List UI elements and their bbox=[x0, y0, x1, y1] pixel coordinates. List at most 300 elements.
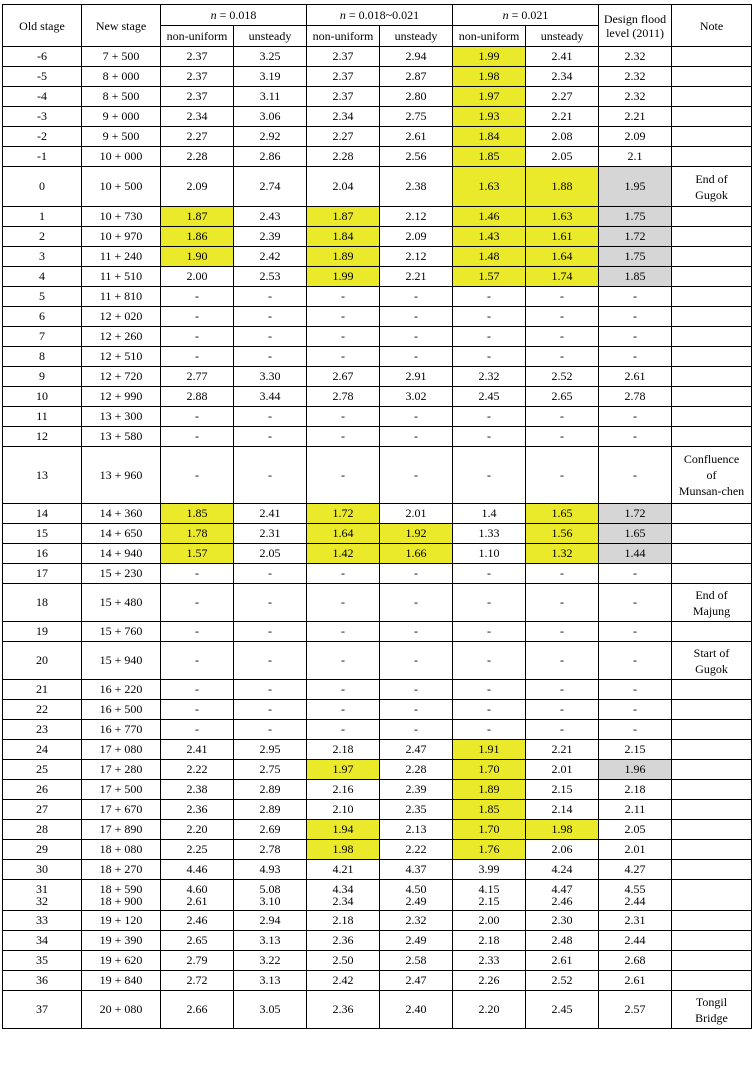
table-row bbox=[3, 227, 752, 247]
value-cell bbox=[307, 880, 380, 911]
new-stage-cell: 15 + 480 bbox=[82, 584, 161, 622]
value-cell: - bbox=[380, 700, 453, 720]
old-stage-cell-line2: 32 bbox=[36, 894, 48, 908]
value-cell: 2.30 bbox=[526, 911, 599, 931]
value-cell: 3.25 bbox=[234, 47, 307, 67]
old-stage-cell: 35 bbox=[3, 951, 82, 971]
design-flood-cell: 2.18 bbox=[599, 780, 672, 800]
note-cell bbox=[672, 147, 752, 167]
table-row bbox=[3, 642, 752, 680]
value-cell: - bbox=[453, 622, 526, 642]
value-cell-line1: 4.47 bbox=[551, 882, 573, 896]
value-cell: 2.69 bbox=[234, 820, 307, 840]
value-cell: 2.05 bbox=[234, 544, 307, 564]
value-cell: 2.27 bbox=[161, 127, 234, 147]
new-stage-cell: 8 + 500 bbox=[82, 87, 161, 107]
design-flood-cell-line1: 4.55 bbox=[624, 882, 646, 896]
new-stage-cell-line2: 18 + 900 bbox=[99, 894, 143, 908]
value-cell: - bbox=[453, 564, 526, 584]
value-cell: 4.93 bbox=[234, 860, 307, 880]
design-flood-cell: 2.05 bbox=[599, 820, 672, 840]
value-cell: 3.30 bbox=[234, 367, 307, 387]
old-stage-cell-line1: 31 bbox=[36, 882, 48, 896]
n-symbol: n bbox=[210, 8, 217, 22]
design-flood-cell: 1.75 bbox=[599, 247, 672, 267]
value-cell: 2.41 bbox=[161, 740, 234, 760]
value-cell: - bbox=[234, 427, 307, 447]
value-cell bbox=[380, 880, 453, 911]
table-row bbox=[3, 367, 752, 387]
design-flood-cell: 2.15 bbox=[599, 740, 672, 760]
value-cell: 1.89 bbox=[453, 780, 526, 800]
value-cell: 3.13 bbox=[234, 971, 307, 991]
note-cell bbox=[672, 227, 752, 247]
value-cell: 2.52 bbox=[526, 367, 599, 387]
new-stage-cell: 16 + 770 bbox=[82, 720, 161, 740]
value-cell: 2.75 bbox=[380, 107, 453, 127]
value-cell: 3.05 bbox=[234, 991, 307, 1029]
value-cell: 2.89 bbox=[234, 780, 307, 800]
value-cell: 3.44 bbox=[234, 387, 307, 407]
value-cell: 1.85 bbox=[453, 147, 526, 167]
value-cell: 2.33 bbox=[453, 951, 526, 971]
value-cell: - bbox=[161, 347, 234, 367]
new-stage-cell: 12 + 990 bbox=[82, 387, 161, 407]
value-cell: 3.11 bbox=[234, 87, 307, 107]
value-cell: 3.02 bbox=[380, 387, 453, 407]
old-stage-cell: 37 bbox=[3, 991, 82, 1029]
value-cell-line1: 4.50 bbox=[405, 882, 427, 896]
new-stage-cell: 16 + 500 bbox=[82, 700, 161, 720]
value-cell: - bbox=[526, 564, 599, 584]
value-cell: - bbox=[526, 407, 599, 427]
old-stage-cell: 1 bbox=[3, 207, 82, 227]
old-stage-cell: 0 bbox=[3, 167, 82, 207]
old-stage-cell: -3 bbox=[3, 107, 82, 127]
value-cell bbox=[234, 880, 307, 911]
value-cell: - bbox=[161, 564, 234, 584]
header-sub-unsteady: unsteady bbox=[234, 26, 307, 47]
value-cell: 1.98 bbox=[453, 67, 526, 87]
value-cell: 2.04 bbox=[307, 167, 380, 207]
note-cell bbox=[672, 564, 752, 584]
value-cell: 1.94 bbox=[307, 820, 380, 840]
old-stage-cell: 34 bbox=[3, 931, 82, 951]
note-cell bbox=[672, 720, 752, 740]
new-stage-cell: 11 + 240 bbox=[82, 247, 161, 267]
table-row bbox=[3, 860, 752, 880]
value-cell: 1.63 bbox=[453, 167, 526, 207]
value-cell: 2.36 bbox=[307, 991, 380, 1029]
table-row bbox=[3, 760, 752, 780]
value-cell: - bbox=[234, 407, 307, 427]
value-cell: 2.10 bbox=[307, 800, 380, 820]
new-stage-cell: 14 + 650 bbox=[82, 524, 161, 544]
new-stage-cell: 19 + 120 bbox=[82, 911, 161, 931]
new-stage-cell: 11 + 810 bbox=[82, 287, 161, 307]
new-stage-cell: 14 + 360 bbox=[82, 504, 161, 524]
value-cell: - bbox=[380, 407, 453, 427]
value-cell: 2.72 bbox=[161, 971, 234, 991]
note-cell bbox=[672, 840, 752, 860]
new-stage-cell: 7 + 500 bbox=[82, 47, 161, 67]
value-cell: - bbox=[307, 287, 380, 307]
value-cell: 1.61 bbox=[526, 227, 599, 247]
value-cell: 2.35 bbox=[380, 800, 453, 820]
table-row bbox=[3, 307, 752, 327]
value-cell: 1.76 bbox=[453, 840, 526, 860]
value-cell: 4.21 bbox=[307, 860, 380, 880]
value-cell: - bbox=[380, 427, 453, 447]
note-line: of bbox=[706, 468, 717, 482]
value-cell: - bbox=[161, 447, 234, 504]
value-cell: 2.61 bbox=[380, 127, 453, 147]
value-cell: 2.88 bbox=[161, 387, 234, 407]
old-stage-cell: 2 bbox=[3, 227, 82, 247]
old-stage-cell: 26 bbox=[3, 780, 82, 800]
new-stage-cell: 8 + 000 bbox=[82, 67, 161, 87]
value-cell: - bbox=[161, 307, 234, 327]
design-flood-cell: - bbox=[599, 347, 672, 367]
value-cell: 1.84 bbox=[453, 127, 526, 147]
design-flood-cell: - bbox=[599, 307, 672, 327]
note-cell bbox=[672, 504, 752, 524]
header-row-top bbox=[3, 5, 752, 26]
note-cell bbox=[672, 680, 752, 700]
value-cell: 2.56 bbox=[380, 147, 453, 167]
value-cell: 2.37 bbox=[161, 67, 234, 87]
value-cell: 2.13 bbox=[380, 820, 453, 840]
value-cell: 2.74 bbox=[234, 167, 307, 207]
value-cell: 1.72 bbox=[307, 504, 380, 524]
value-cell: 2.34 bbox=[307, 107, 380, 127]
value-cell: 2.28 bbox=[307, 147, 380, 167]
design-flood-line1: Design flood bbox=[603, 11, 667, 26]
note-cell bbox=[672, 800, 752, 820]
value-cell: 1.56 bbox=[526, 524, 599, 544]
new-stage-cell: 14 + 940 bbox=[82, 544, 161, 564]
table-row bbox=[3, 911, 752, 931]
value-cell: - bbox=[161, 427, 234, 447]
value-cell: - bbox=[234, 287, 307, 307]
value-cell: 1.64 bbox=[526, 247, 599, 267]
value-cell: - bbox=[380, 327, 453, 347]
value-cell: 2.05 bbox=[526, 147, 599, 167]
group-label: = 0.018~0.021 bbox=[348, 8, 420, 22]
value-cell: 2.46 bbox=[161, 911, 234, 931]
value-cell-line2: 3.10 bbox=[259, 894, 281, 908]
table-row bbox=[3, 840, 752, 860]
value-cell: 2.34 bbox=[526, 67, 599, 87]
value-cell: 2.32 bbox=[453, 367, 526, 387]
design-flood-cell: 2.68 bbox=[599, 951, 672, 971]
design-flood-cell: - bbox=[599, 720, 672, 740]
new-stage-cell: 13 + 580 bbox=[82, 427, 161, 447]
value-cell: 3.13 bbox=[234, 931, 307, 951]
note-cell bbox=[672, 700, 752, 720]
table-row bbox=[3, 127, 752, 147]
note-cell bbox=[672, 327, 752, 347]
value-cell: 2.32 bbox=[380, 911, 453, 931]
value-cell: - bbox=[307, 447, 380, 504]
design-flood-cell: 2.11 bbox=[599, 800, 672, 820]
value-cell: 2.14 bbox=[526, 800, 599, 820]
value-cell: 2.45 bbox=[526, 991, 599, 1029]
value-cell: 1.86 bbox=[161, 227, 234, 247]
value-cell: - bbox=[234, 347, 307, 367]
note-cell bbox=[672, 524, 752, 544]
new-stage-cell: 10 + 970 bbox=[82, 227, 161, 247]
table-row bbox=[3, 740, 752, 760]
table-row bbox=[3, 167, 752, 207]
n-symbol: n bbox=[502, 8, 509, 22]
value-cell: 1.85 bbox=[453, 800, 526, 820]
old-stage-cell: 8 bbox=[3, 347, 82, 367]
old-stage-cell: 24 bbox=[3, 740, 82, 760]
value-cell: - bbox=[234, 622, 307, 642]
value-cell: 2.26 bbox=[453, 971, 526, 991]
design-flood-cell: 2.21 bbox=[599, 107, 672, 127]
value-cell: 1.33 bbox=[453, 524, 526, 544]
group-label: = 0.021 bbox=[511, 8, 549, 22]
design-flood-cell: - bbox=[599, 427, 672, 447]
new-stage-cell-line1: 18 + 590 bbox=[99, 882, 143, 896]
value-cell: 2.61 bbox=[526, 951, 599, 971]
old-stage-cell: 19 bbox=[3, 622, 82, 642]
new-stage-cell: 12 + 720 bbox=[82, 367, 161, 387]
value-cell bbox=[161, 880, 234, 911]
old-stage-cell: 11 bbox=[3, 407, 82, 427]
old-stage-cell: 28 bbox=[3, 820, 82, 840]
new-stage-cell: 10 + 000 bbox=[82, 147, 161, 167]
old-stage-cell bbox=[3, 880, 82, 911]
value-cell: 2.31 bbox=[234, 524, 307, 544]
value-cell: 1.46 bbox=[453, 207, 526, 227]
value-cell: 2.37 bbox=[307, 67, 380, 87]
value-cell: - bbox=[234, 700, 307, 720]
value-cell: 2.00 bbox=[161, 267, 234, 287]
value-cell: - bbox=[234, 584, 307, 622]
old-stage-cell: 30 bbox=[3, 860, 82, 880]
value-cell: 2.41 bbox=[234, 504, 307, 524]
table-row bbox=[3, 622, 752, 642]
old-stage-cell: 3 bbox=[3, 247, 82, 267]
new-stage-cell: 11 + 510 bbox=[82, 267, 161, 287]
value-cell: - bbox=[453, 427, 526, 447]
old-stage-cell: 4 bbox=[3, 267, 82, 287]
note-cell bbox=[672, 622, 752, 642]
value-cell: - bbox=[380, 720, 453, 740]
new-stage-cell: 12 + 260 bbox=[82, 327, 161, 347]
value-cell: - bbox=[161, 287, 234, 307]
table-row bbox=[3, 584, 752, 622]
design-flood-cell: - bbox=[599, 407, 672, 427]
header-sub-unsteady: unsteady bbox=[526, 26, 599, 47]
note-cell bbox=[672, 951, 752, 971]
old-stage-cell: 18 bbox=[3, 584, 82, 622]
old-stage-cell: 5 bbox=[3, 287, 82, 307]
value-cell: - bbox=[307, 622, 380, 642]
value-cell: - bbox=[380, 307, 453, 327]
value-cell: 2.20 bbox=[453, 991, 526, 1029]
value-cell: 1.74 bbox=[526, 267, 599, 287]
table-row bbox=[3, 267, 752, 287]
old-stage-cell: 20 bbox=[3, 642, 82, 680]
value-cell: 1.43 bbox=[453, 227, 526, 247]
value-cell: 1.32 bbox=[526, 544, 599, 564]
table-row bbox=[3, 680, 752, 700]
value-cell: - bbox=[526, 642, 599, 680]
header-old-stage: Old stage bbox=[3, 5, 82, 47]
note-cell bbox=[672, 87, 752, 107]
value-cell: - bbox=[453, 720, 526, 740]
value-cell: - bbox=[234, 642, 307, 680]
table-row bbox=[3, 951, 752, 971]
table-row bbox=[3, 820, 752, 840]
value-cell-line2: 2.49 bbox=[405, 894, 427, 908]
value-cell: 2.36 bbox=[307, 931, 380, 951]
value-cell: - bbox=[161, 407, 234, 427]
value-cell: - bbox=[234, 564, 307, 584]
table-row bbox=[3, 447, 752, 504]
header-group-n-range bbox=[307, 5, 453, 26]
value-cell: - bbox=[380, 622, 453, 642]
value-cell: 2.22 bbox=[380, 840, 453, 860]
note-cell bbox=[672, 347, 752, 367]
value-cell: 2.37 bbox=[161, 47, 234, 67]
old-stage-cell: -4 bbox=[3, 87, 82, 107]
value-cell: - bbox=[307, 680, 380, 700]
note-line: End of bbox=[695, 587, 728, 602]
value-cell: 1.57 bbox=[161, 544, 234, 564]
note-line: End of bbox=[695, 171, 728, 186]
design-flood-cell: - bbox=[599, 622, 672, 642]
value-cell bbox=[526, 880, 599, 911]
old-stage-cell: 15 bbox=[3, 524, 82, 544]
new-stage-cell: 18 + 270 bbox=[82, 860, 161, 880]
value-cell: 2.94 bbox=[234, 911, 307, 931]
header-sub-non-uniform: non-uniform bbox=[307, 26, 380, 47]
design-flood-cell: 1.85 bbox=[599, 267, 672, 287]
note-cell bbox=[672, 307, 752, 327]
water-level-table bbox=[2, 4, 752, 1029]
value-cell: 3.99 bbox=[453, 860, 526, 880]
value-cell: - bbox=[161, 584, 234, 622]
value-cell: 4.37 bbox=[380, 860, 453, 880]
value-cell: 2.28 bbox=[161, 147, 234, 167]
value-cell: 1.66 bbox=[380, 544, 453, 564]
value-cell: 2.22 bbox=[161, 760, 234, 780]
table-row bbox=[3, 427, 752, 447]
design-flood-cell: 2.31 bbox=[599, 911, 672, 931]
note-cell bbox=[672, 267, 752, 287]
design-flood-cell: 1.72 bbox=[599, 504, 672, 524]
value-cell: - bbox=[234, 327, 307, 347]
value-cell: 2.06 bbox=[526, 840, 599, 860]
new-stage-cell: 12 + 510 bbox=[82, 347, 161, 367]
header-sub-non-uniform: non-uniform bbox=[161, 26, 234, 47]
value-cell: - bbox=[307, 564, 380, 584]
value-cell: 2.87 bbox=[380, 67, 453, 87]
value-cell: 4.24 bbox=[526, 860, 599, 880]
note-cell bbox=[672, 247, 752, 267]
value-cell: 1.89 bbox=[307, 247, 380, 267]
table-row bbox=[3, 880, 752, 911]
old-stage-cell: -6 bbox=[3, 47, 82, 67]
value-cell: 1.65 bbox=[526, 504, 599, 524]
value-cell: 1.42 bbox=[307, 544, 380, 564]
value-cell: - bbox=[453, 642, 526, 680]
value-cell: - bbox=[161, 720, 234, 740]
value-cell: 2.50 bbox=[307, 951, 380, 971]
note-cell bbox=[672, 47, 752, 67]
design-flood-cell: 1.44 bbox=[599, 544, 672, 564]
old-stage-cell: 14 bbox=[3, 504, 82, 524]
note-cell bbox=[672, 287, 752, 307]
design-flood-cell: - bbox=[599, 447, 672, 504]
value-cell: 2.75 bbox=[234, 760, 307, 780]
design-flood-cell: 2.09 bbox=[599, 127, 672, 147]
design-flood-cell: 2.78 bbox=[599, 387, 672, 407]
note-cell bbox=[672, 207, 752, 227]
value-cell: 2.42 bbox=[234, 247, 307, 267]
note-cell bbox=[672, 740, 752, 760]
table-row bbox=[3, 67, 752, 87]
value-cell: - bbox=[453, 680, 526, 700]
value-cell: 2.58 bbox=[380, 951, 453, 971]
design-flood-cell: - bbox=[599, 327, 672, 347]
value-cell: - bbox=[380, 287, 453, 307]
note-cell bbox=[672, 860, 752, 880]
table-body bbox=[3, 47, 752, 1029]
value-cell: - bbox=[307, 700, 380, 720]
table-row bbox=[3, 800, 752, 820]
note-cell bbox=[672, 880, 752, 911]
old-stage-cell: -2 bbox=[3, 127, 82, 147]
value-cell-line1: 4.15 bbox=[478, 882, 500, 896]
group-label: = 0.018 bbox=[219, 8, 257, 22]
header-design-flood-level bbox=[599, 5, 672, 47]
value-cell: - bbox=[307, 584, 380, 622]
value-cell: 2.65 bbox=[161, 931, 234, 951]
old-stage-cell: 27 bbox=[3, 800, 82, 820]
old-stage-cell: 22 bbox=[3, 700, 82, 720]
old-stage-cell: -1 bbox=[3, 147, 82, 167]
new-stage-cell: 15 + 940 bbox=[82, 642, 161, 680]
value-cell: - bbox=[453, 584, 526, 622]
table-row bbox=[3, 991, 752, 1029]
value-cell: 2.09 bbox=[380, 227, 453, 247]
new-stage-cell: 13 + 960 bbox=[82, 447, 161, 504]
table-row bbox=[3, 287, 752, 307]
value-cell-line2: 2.46 bbox=[551, 894, 573, 908]
design-flood-cell: 2.32 bbox=[599, 67, 672, 87]
new-stage-cell: 9 + 500 bbox=[82, 127, 161, 147]
value-cell: 2.41 bbox=[526, 47, 599, 67]
new-stage-cell: 9 + 000 bbox=[82, 107, 161, 127]
value-cell: - bbox=[526, 720, 599, 740]
value-cell: - bbox=[380, 447, 453, 504]
value-cell-line1: 4.60 bbox=[186, 882, 208, 896]
note-cell bbox=[672, 971, 752, 991]
design-flood-cell: - bbox=[599, 680, 672, 700]
value-cell: 2.65 bbox=[526, 387, 599, 407]
value-cell: 1.91 bbox=[453, 740, 526, 760]
old-stage-cell: 6 bbox=[3, 307, 82, 327]
value-cell: 2.39 bbox=[234, 227, 307, 247]
value-cell: 1.90 bbox=[161, 247, 234, 267]
value-cell: 2.47 bbox=[380, 971, 453, 991]
